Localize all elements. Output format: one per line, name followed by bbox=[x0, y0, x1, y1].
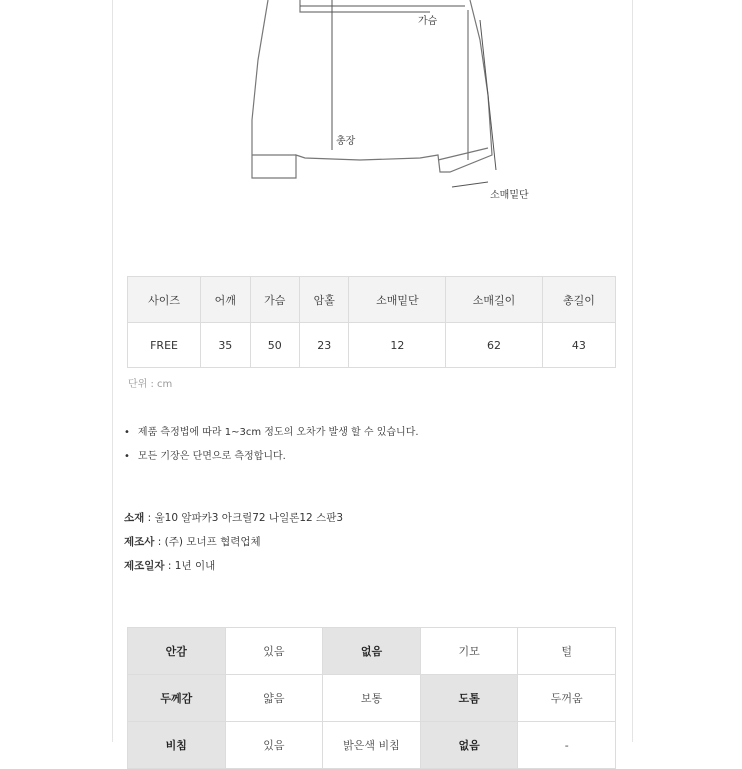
size-header-cell: 가슴 bbox=[250, 277, 299, 323]
feature-label: 안감 bbox=[128, 628, 226, 675]
size-header-cell: 소매밑단 bbox=[349, 277, 446, 323]
feature-option: 없음 bbox=[420, 722, 518, 769]
size-cell: FREE bbox=[128, 323, 201, 368]
sleeve-measure-line bbox=[480, 20, 496, 170]
feature-option: 얇음 bbox=[225, 675, 323, 722]
size-header-cell: 어깨 bbox=[201, 277, 250, 323]
info-label: 소재 bbox=[124, 512, 145, 524]
chest-label: 가슴 bbox=[418, 16, 438, 27]
feature-option: 있음 bbox=[225, 722, 323, 769]
note-item bbox=[124, 449, 419, 473]
note-text: 제품 측정법에 따라 1~3cm 정도의 오차가 발생 할 수 있습니다. bbox=[137, 427, 419, 438]
feature-option: - bbox=[518, 722, 616, 769]
feature-option: 밝은색 비침 bbox=[323, 722, 421, 769]
info-value: : (주) 모너프 협력업체 bbox=[154, 536, 261, 548]
size-cell: 62 bbox=[446, 323, 543, 368]
feature-option: 기모 bbox=[420, 628, 518, 675]
feature-label: 비침 bbox=[128, 722, 226, 769]
note-item bbox=[124, 425, 419, 449]
length-label: 총장 bbox=[336, 136, 356, 147]
size-header-cell: 암홀 bbox=[300, 277, 349, 323]
info-material bbox=[124, 510, 343, 534]
info-label: 제조일자 bbox=[124, 560, 165, 572]
feature-option: 두꺼움 bbox=[518, 675, 616, 722]
size-cell: 50 bbox=[250, 323, 299, 368]
size-cell: 35 bbox=[201, 323, 250, 368]
feature-row-sheerness bbox=[128, 722, 616, 769]
feature-option: 있음 bbox=[225, 628, 323, 675]
feature-option: 털 bbox=[518, 628, 616, 675]
info-value: : 1년 이내 bbox=[164, 560, 216, 572]
info-manufacture-date bbox=[124, 558, 343, 582]
measurement-notes bbox=[124, 425, 419, 473]
note-text: 모든 기장은 단면으로 측정합니다. bbox=[137, 451, 286, 462]
feature-option: 보통 bbox=[323, 675, 421, 722]
product-info bbox=[124, 510, 343, 582]
size-header-cell: 소매길이 bbox=[446, 277, 543, 323]
size-table-header bbox=[128, 277, 616, 323]
feature-label: 두께감 bbox=[128, 675, 226, 722]
size-header-cell: 사이즈 bbox=[128, 277, 201, 323]
info-value: : 울10 알파카3 아크릴72 나일론12 스판3 bbox=[144, 512, 344, 524]
size-cell: 12 bbox=[349, 323, 446, 368]
unit-note: 단위 : cm bbox=[128, 379, 173, 390]
feature-option: 도톰 bbox=[420, 675, 518, 722]
size-cell: 43 bbox=[542, 323, 615, 368]
cuff-measure-line bbox=[452, 182, 488, 187]
info-manufacturer bbox=[124, 534, 343, 558]
feature-row-lining bbox=[128, 628, 616, 675]
size-table bbox=[127, 276, 616, 368]
feature-row-thickness bbox=[128, 675, 616, 722]
size-header-cell: 총길이 bbox=[542, 277, 615, 323]
garment-diagram bbox=[0, 0, 742, 210]
feature-table bbox=[127, 627, 616, 769]
bullet-icon: • bbox=[124, 427, 130, 438]
info-label: 제조사 bbox=[124, 536, 155, 548]
garment-outline bbox=[252, 0, 492, 178]
size-table-row bbox=[128, 323, 616, 368]
cuff-label: 소매밑단 bbox=[490, 190, 529, 201]
feature-option: 없음 bbox=[323, 628, 421, 675]
bullet-icon: • bbox=[124, 451, 130, 462]
size-cell: 23 bbox=[300, 323, 349, 368]
